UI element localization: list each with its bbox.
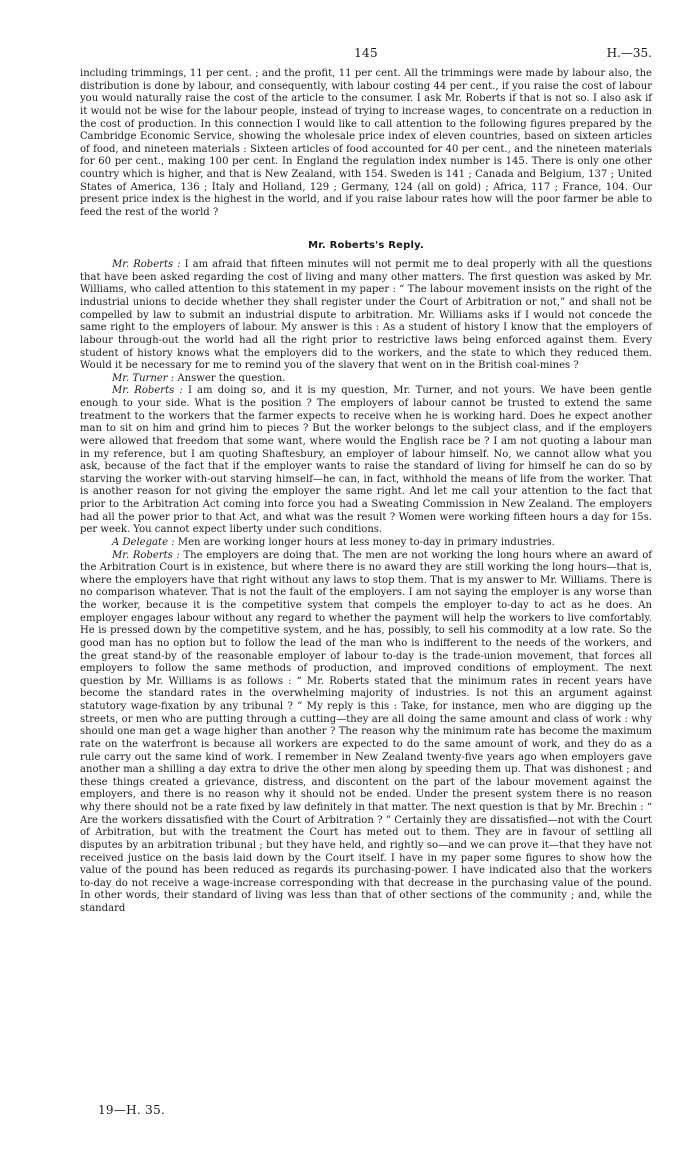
paragraph-text: The employers are doing that. The men are not working the long hours where an award of the Arbitration Court is in existence, but where there is no award they are still working the long hours—that is, where the employers have that right without any laws to stop them. That is my answer to Mr. Williams. There is no comparison whatever. That is not the fault of the employers. I am not saying the employer is any worse than the worker, because it is the competitive system that compels the employer to-day to act as he does. An employer engages labour without any regard to whether the payment will help the workers to live comfortably. He is pressed down by the competitive system, and he has, possibly, to sell his commodity at a low rate. So the good man has no option but to follow the lead of the man who is indifferent to the needs of the workers, and the great stand-by of the reasonable employer of labour to-day is the trade-union movement, that forces all employers to follow the same methods of production, and improved conditions of employment. The next question by Mr. Williams is as follows : “ Mr. Roberts stated that the minimum rates in recent years have become the standard rates in the overwhelming majority of industries. Is not this an argument against statutory wage-fixation by any tribunal ? ” My reply is this : Take, for instance, men who are digging up the streets, or men who are putting through a cutting—they are all doing the same amount and class of work : why should one man get a wage higher than another ? The reason why the minimum rate has become the maximum rate on the waterfront is because all workers are expected to do the same amount of work, and they do as a rule carry out the same kind of work. I remember in New Zealand twenty-five years ago when employers gave another man a shilling a day extra to drive the other men along by speeding them up. That was dishonest ; and these things created a grievance, distress, and discontent on the part of the labour movement against the employers, and there is no reason why it should not be ended. Under the present system there is no reason why there should not be a rate fixed by law definitely in that matter. The next question is that by Mr. Brechin : “ Are the workers dissatisfied with the Court of Arbitration ? ” Certainly they are dissatisfied—not with the Court of Arbitration, but with the treatment the Court has meted out to them. They are in favour of settling all disputes by an arbitration tribunal ; but they have held, and rightly so—and we can prove it—that they have not received justice on the basis laid down by the Court itself. I have in my paper some figures to show how the value of the pound has been reduced as regards its purchasing-power. I have indicated also that the workers to-day do not receive a wage-increase corresponding with that decrease in the purchasing value of the pound. In other words, their standard of living was less than that of other sections of the community ; and, while the standard bbox=[80, 549, 652, 914]
paragraph-text: I am doing so, and it is my question, Mr. Turner, and not yours. We have been gentle enough to your side. What is the position ? The employers of labour cannot be trusted to extend the same treatment to the workers that the farmer expects to receive when he is working hard. Does he expect another man to sit on him and grind him to pieces ? But the worker belongs to the subject class, and if the employers were allowed that freedom that some want, where would the English race be ? I am not quoting a labour man in my reference, but I am quoting Shaftesbury, an employer of labour himself. No, we cannot allow what you ask, because of the fact that if the employer wants to raise the standard of living for himself he can do so by starving the worker with-out starving himself—he can, in fact, withhold the means of life from the worker. That is another reason for not giving the employer the same right. And let me call your attention to the fact that prior to the Arbitration Act coming into force you had a Sweating Commission in New Zealand. The employers had all the power prior to that Act, and what was the result ? Women were working fifteen hours a day for 15s. per week. You cannot expect liberty under such conditions. bbox=[80, 385, 652, 536]
body-text bbox=[80, 68, 652, 916]
paragraph-text: I am afraid that fifteen minutes will not permit me to deal properly with all the questions that have been asked regarding the cost of living and many other matters. The first question was asked by Mr. Williams, who called attention to this statement in my paper : “ The labour movement insists on the right of the industrial unions to decide whether they shall register under the Court of Arbitration or not,” and shall not be compelled by law to submit an industrial dispute to arbitration. Mr. Williams asks if I would not concede the same right to the employers of labour. My answer is this : As a student of history I know that the employers of labour through-out the world had all the right prior to restrictive laws being enforced against them. Every student of history knows what the employers did to the workers, and the state to which they reduced them. Would it be necessary for me to remind you of the slavery that went on in the British coal-mines ? bbox=[80, 259, 652, 372]
intro-paragraph: including trimmings, 11 per cent. ; and the profit, 11 per cent. All the trimmings were made by labour also, the distribution is done by labour, and consequently, with labour costing 44 per cent., if you raise the cost of labour you would naturally raise the cost of the article to the consumer. I ask Mr. Roberts if that is not so. I also ask if it would not be wise for the labour people, instead of trying to increase wages, to concentrate on a reduction in the cost of production. In this connection I would like to call attention to the following figures prepared by the Cambridge Economic Service, showing the wholesale price index of eleven countries, based on sixteen articles of food, and nineteen materials : Sixteen articles of food accounted for 40 per cent., and the nineteen materials for 60 per cent., making 100 per cent. In England the regulation index number is 145. There is only one other country which is higher, and that is New Zealand, with 154. Sweden is 141 ; Canada and Belgium, 137 ; United States of America, 136 ; Italy and Holland, 129 ; Germany, 124 (all on gold) ; Africa, 117 ; France, 104. Our present price index is the highest in the world, and if you raise labour rates how will the poor farmer be able to feed the rest of the world ? bbox=[80, 68, 652, 218]
signature-mark: 19—H. 35. bbox=[98, 1103, 166, 1117]
speaker-name: Mr. Turner : bbox=[112, 372, 175, 384]
paragraph-text: Answer the question. bbox=[174, 372, 286, 384]
speaker-name: Mr. Roberts : bbox=[112, 259, 181, 271]
reply-paragraph bbox=[80, 373, 652, 386]
page-number: 145 bbox=[354, 46, 378, 60]
speaker-name: A Delegate : bbox=[112, 536, 175, 548]
page-header bbox=[80, 46, 652, 62]
reply-paragraph bbox=[80, 537, 652, 550]
speaker-name: Mr. Roberts : bbox=[112, 385, 183, 397]
section-heading: Mr. Roberts's Reply. bbox=[308, 239, 424, 251]
document-reference: H.—35. bbox=[606, 46, 652, 60]
reply-paragraph bbox=[80, 259, 652, 373]
reply-paragraph bbox=[80, 550, 652, 916]
paragraph-text: Men are working longer hours at less money to-day in primary industries. bbox=[174, 536, 555, 548]
reply-paragraph bbox=[80, 385, 652, 537]
speaker-name: Mr. Roberts : bbox=[112, 549, 180, 561]
